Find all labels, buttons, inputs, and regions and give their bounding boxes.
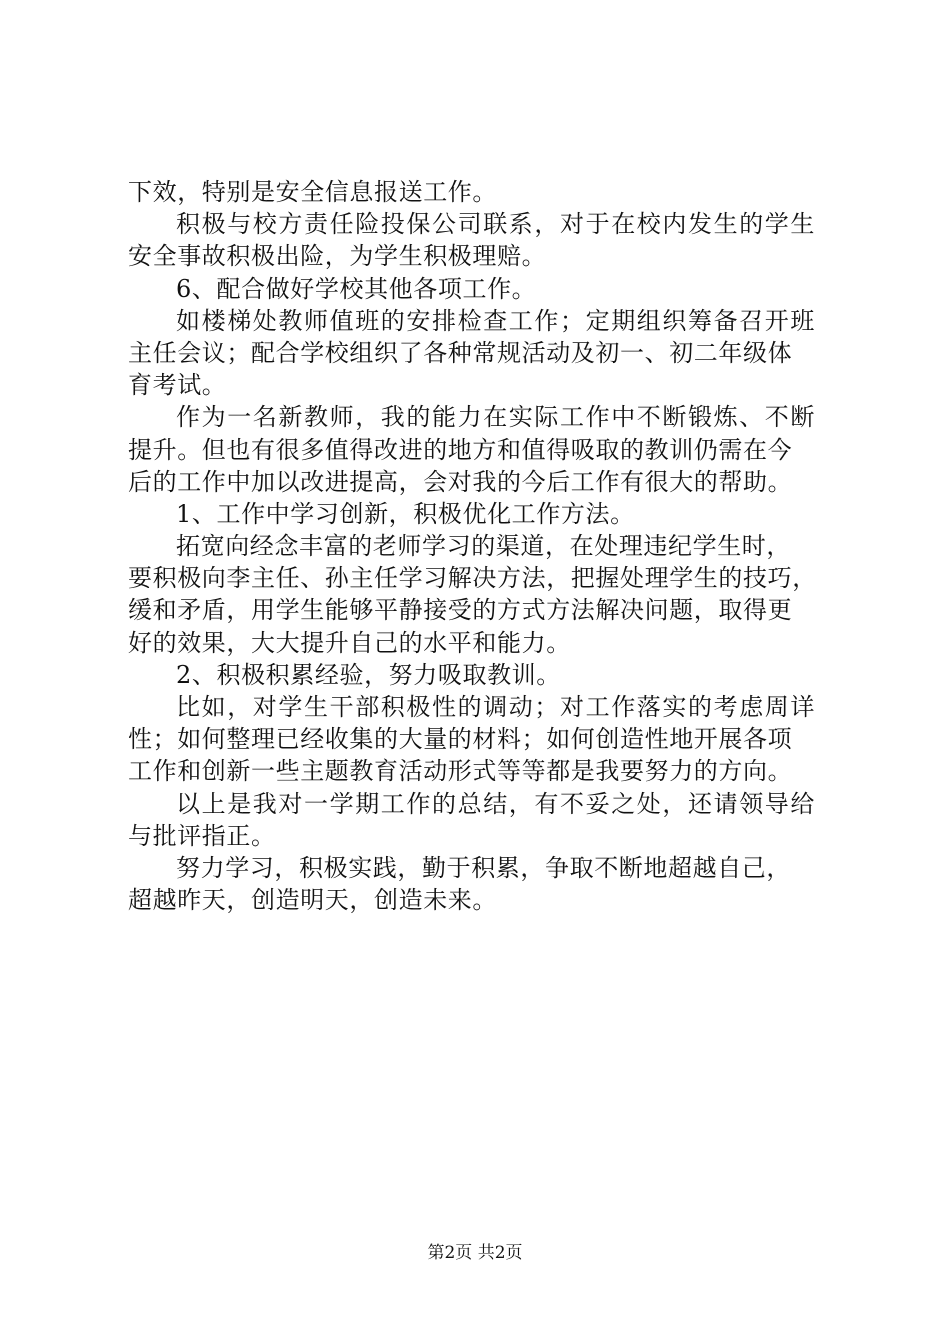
paragraph-line: 6、配合做好学校其他各项工作。 (176, 274, 537, 303)
paragraph-line: 以上是我对一学期工作的总结，有不妥之处，还请领导给 (176, 789, 816, 818)
paragraph-line: 工作和创新一些主题教育活动形式等等都是我要努力的方向。 (128, 757, 793, 786)
paragraph-line: 要积极向李主任、孙主任学习解决方法，把握处理学生的技巧， (128, 564, 817, 593)
paragraph-line: 比如，对学生干部积极性的调动；对工作落实的考虑周详 (176, 693, 816, 721)
paragraph-line: 超越昨天，创造明天，创造未来。 (128, 886, 497, 915)
paragraph-line: 主任会议；配合学校组织了各种常规活动及初一、初二年级体 (128, 338, 793, 367)
paragraph-line: 拓宽向经念丰富的老师学习的渠道，在处理违纪学生时， (176, 532, 791, 561)
paragraph-line: 下效，特别是安全信息报送工作。 (128, 178, 497, 206)
paragraph-line: 性；如何整理已经收集的大量的材料；如何创造性地开展各项 (128, 725, 793, 754)
paragraph-line: 缓和矛盾，用学生能够平静接受的方式方法解决问题，取得更 (128, 596, 793, 625)
paragraph-line: 2、积极积累经验，努力吸取教训。 (176, 660, 561, 689)
paragraph-line: 育考试。 (128, 371, 227, 400)
paragraph-line: 安全事故积极出险，为学生积极理赔。 (128, 242, 547, 271)
paragraph-line: 1、工作中学习创新，积极优化工作方法。 (176, 499, 635, 528)
document-body (128, 176, 832, 916)
paragraph-line: 与批评指正。 (128, 821, 276, 850)
paragraph-line: 提升。但也有很多值得改进的地方和值得吸取的教训仍需在今 (128, 435, 793, 464)
paragraph-line: 好的效果，大大提升自己的水平和能力。 (128, 628, 571, 657)
paragraph-line: 如楼梯处教师值班的安排检查工作；定期组织筹备召开班 (176, 306, 816, 335)
paragraph-line: 后的工作中加以改进提高，会对我的今后工作有很大的帮助。 (128, 467, 793, 496)
page-number-footer: 第2页 共2页 (427, 1243, 523, 1263)
paragraph-line: 积极与校方责任险投保公司联系，对于在校内发生的学生 (176, 210, 816, 239)
paragraph-line: 努力学习，积极实践，勤于积累，争取不断地超越自己， (176, 853, 791, 882)
paragraph-line: 作为一名新教师，我的能力在实际工作中不断锻炼、不断 (176, 403, 816, 432)
